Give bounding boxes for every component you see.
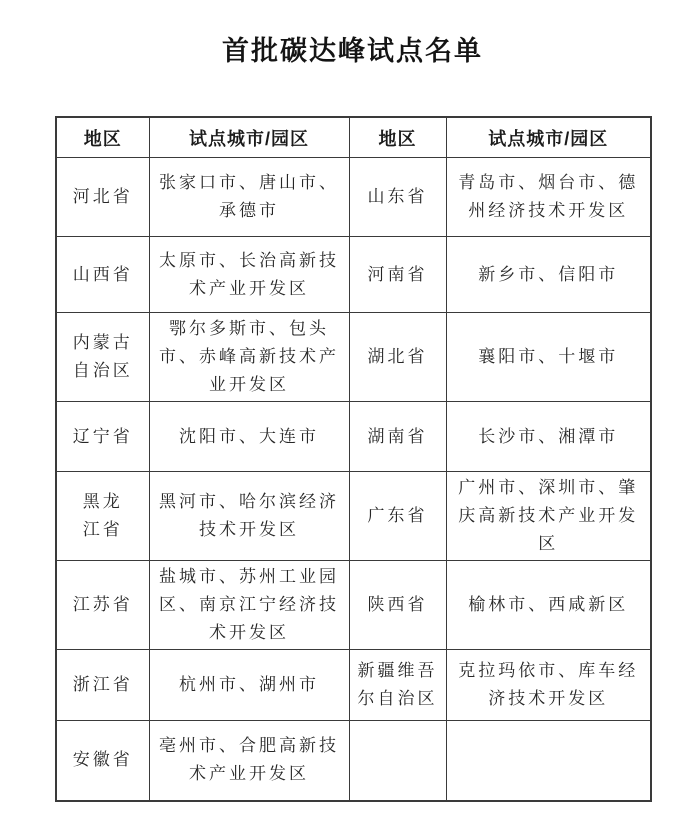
- region-cell: 内蒙古自治区: [56, 313, 149, 402]
- table-row: [56, 237, 651, 313]
- header-region-2: 地区: [349, 117, 446, 158]
- cities-cell: [446, 721, 651, 801]
- cities-cell: 鄂尔多斯市、包头市、赤峰高新技术产业开发区: [149, 313, 349, 402]
- cities-cell: 沈阳市、大连市: [149, 402, 349, 472]
- region-cell: 河北省: [56, 158, 149, 237]
- table-row: [56, 472, 651, 561]
- region-cell: 新疆维吾尔自治区: [349, 650, 446, 721]
- region-cell: 山西省: [56, 237, 149, 313]
- cities-cell: 广州市、深圳市、肇庆高新技术产业开发区: [446, 472, 651, 561]
- cities-cell: 盐城市、苏州工业园区、南京江宁经济技术开发区: [149, 561, 349, 650]
- cities-cell: 长沙市、湘潭市: [446, 402, 651, 472]
- header-region-1: 地区: [56, 117, 149, 158]
- table-row: [56, 650, 651, 721]
- table-row: [56, 721, 651, 801]
- cities-cell: 新乡市、信阳市: [446, 237, 651, 313]
- region-cell: 河南省: [349, 237, 446, 313]
- cities-cell: 襄阳市、十堰市: [446, 313, 651, 402]
- region-cell: 湖北省: [349, 313, 446, 402]
- cities-cell: 青岛市、烟台市、德州经济技术开发区: [446, 158, 651, 237]
- cities-cell: 太原市、长治高新技术产业开发区: [149, 237, 349, 313]
- header-row: [56, 117, 651, 158]
- region-cell: [349, 721, 446, 801]
- page-title: 首批碳达峰试点名单: [222, 36, 483, 67]
- cities-cell: 张家口市、唐山市、承德市: [149, 158, 349, 237]
- cities-cell: 黑河市、哈尔滨经济技术开发区: [149, 472, 349, 561]
- region-cell: 山东省: [349, 158, 446, 237]
- region-cell: 安徽省: [56, 721, 149, 801]
- header-cities-1: 试点城市/园区: [149, 117, 349, 158]
- table-row: [56, 158, 651, 237]
- cities-cell: 榆林市、西咸新区: [446, 561, 651, 650]
- table-row: [56, 402, 651, 472]
- region-cell: 浙江省: [56, 650, 149, 721]
- region-cell: 湖南省: [349, 402, 446, 472]
- document-page: [55, 36, 650, 802]
- region-cell: 陕西省: [349, 561, 446, 650]
- table-row: [56, 561, 651, 650]
- region-cell: 黑龙江省: [56, 472, 149, 561]
- header-cities-2: 试点城市/园区: [446, 117, 651, 158]
- region-cell: 广东省: [349, 472, 446, 561]
- cities-cell: 克拉玛依市、库车经济技术开发区: [446, 650, 651, 721]
- region-cell: 辽宁省: [56, 402, 149, 472]
- pilot-list-table: [55, 116, 652, 802]
- cities-cell: 亳州市、合肥高新技术产业开发区: [149, 721, 349, 801]
- cities-cell: 杭州市、湖州市: [149, 650, 349, 721]
- table-row: [56, 313, 651, 402]
- region-cell: 江苏省: [56, 561, 149, 650]
